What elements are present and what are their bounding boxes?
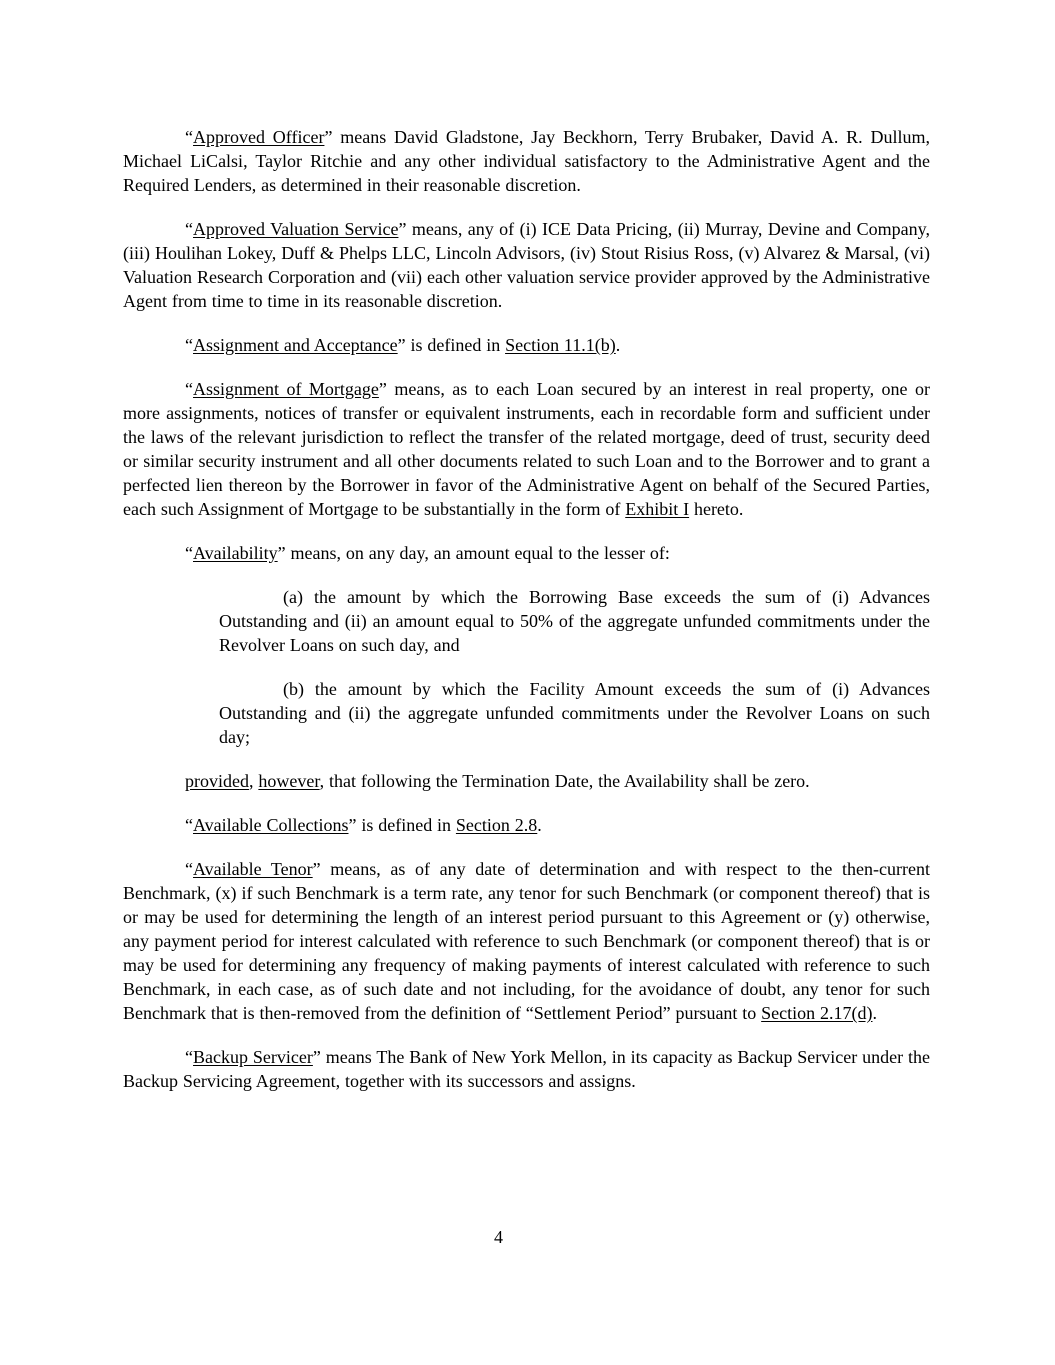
underlined-term: Available Collections	[193, 815, 349, 835]
underlined-term: provided	[185, 771, 249, 791]
underlined-term: Backup Servicer	[193, 1047, 313, 1067]
text-run: “	[185, 127, 193, 147]
text-run: hereto.	[689, 499, 744, 519]
underlined-term: Section 2.17(d)	[761, 1003, 873, 1023]
text-run: ,	[248, 771, 259, 791]
def-backup-servicer	[123, 1045, 930, 1093]
def-available-collections	[123, 813, 930, 837]
def-availability	[123, 541, 930, 565]
text-run: “	[185, 335, 193, 355]
text-run: (a) the amount by which the Borrowing Base exceeds the sum of (i) Advances Outstanding and (ii) an amount equal to 50% of the aggregate unfunded commitments under the Revolver Loans on such day, and	[219, 587, 930, 655]
text-run: ” is defined in	[397, 335, 506, 355]
underlined-term: Section 2.8	[455, 815, 538, 835]
text-run: ” means, any of (i) ICE Data Pricing, (ii) Murray, Devine and Company, (iii) Houlihan Lokey, Duff & Phelps LLC, Lincoln Advisors, (iv) Stout Risius Ross, (v) Alvarez & Marsal, (vi) Valuation Research Corporation and (vii) each other valuation service provider approved by the Administrative Agent from time to time in its reasonable discretion.	[123, 219, 930, 311]
def-approved-valuation-service	[123, 217, 930, 313]
underlined-term: Available Tenor	[193, 859, 313, 879]
text-run: .	[537, 815, 542, 835]
availability-clause-a	[219, 585, 930, 657]
text-run: “	[185, 379, 193, 399]
page-number: 4	[494, 1227, 503, 1247]
text-run: ” means David Gladstone, Jay Beckhorn, Terry Brubaker, David A. R. Dullum, Michael LiCalsi, Taylor Ritchie and any other individual satisfactory to the Administrative Agent and the Required Lenders, as determined in their reasonable discretion.	[123, 127, 930, 195]
underlined-term: Section 11.1(b)	[505, 335, 616, 355]
text-run: , that following the Termination Date, the Availability shall be zero.	[319, 771, 810, 791]
text-run: “	[185, 1047, 193, 1067]
underlined-term: Approved Officer	[193, 127, 325, 147]
document-body	[123, 125, 930, 1113]
text-run: ” means, as of any date of determination and with respect to the then-current Benchmark, (x) if such Benchmark is a term rate, any tenor for such Benchmark (or component thereof) that is or may be used for determining the length of an interest period pursuant to this Agreement or (y) otherwise, any payment period for interest calculated with reference to such Benchmark (or component thereof) that is or may be used for determining any frequency of making payments of interest calculated with reference to such Benchmark, in each case, as of such date and not including, for the avoidance of doubt, any tenor for such Benchmark that is then-removed from the definition of “Settlement Period” pursuant to	[123, 859, 930, 1023]
text-run: ” means, as to each Loan secured by an interest in real property, one or more assignments, notices of transfer or equivalent instruments, each in recordable form and sufficient under the laws of the relevant jurisdiction to reflect the transfer of the related mortgage, deed of trust, security deed or similar security instrument and all other documents related to such Loan and to the Borrower and to grant a perfected lien thereon by the Borrower in favor of the Administrative Agent on behalf of the Secured Parties, each such Assignment of Mortgage to be substantially in the form of	[123, 379, 930, 519]
underlined-term: Assignment and Acceptance	[193, 335, 398, 355]
text-run: ” means, on any day, an amount equal to the lesser of:	[277, 543, 670, 563]
underlined-term: Assignment of Mortgage	[193, 379, 379, 399]
text-run: .	[872, 1003, 877, 1023]
text-run: “	[185, 219, 193, 239]
underlined-term: however	[258, 771, 320, 791]
text-run: “	[185, 815, 193, 835]
text-run: “	[185, 543, 193, 563]
text-run: ” means The Bank of New York Mellon, in its capacity as Backup Servicer under the Backup Servicing Agreement, together with its successors and assigns.	[123, 1047, 931, 1091]
text-run: (b) the amount by which the Facility Amount exceeds the sum of (i) Advances Outstanding and (ii) the aggregate unfunded commitments under the Revolver Loans on such day;	[219, 679, 930, 747]
availability-proviso	[123, 769, 930, 793]
availability-clause-b	[219, 677, 930, 749]
text-run: ” is defined in	[348, 815, 456, 835]
text-run: “	[185, 859, 193, 879]
def-approved-officer	[123, 125, 930, 197]
text-run: .	[615, 335, 621, 355]
underlined-term: Exhibit I	[625, 499, 690, 519]
def-assignment-of-mortgage	[123, 377, 930, 521]
def-available-tenor	[123, 857, 930, 1025]
underlined-term: Availability	[193, 543, 278, 563]
underlined-term: Approved Valuation Service	[193, 219, 399, 239]
def-assignment-and-acceptance	[123, 333, 930, 357]
